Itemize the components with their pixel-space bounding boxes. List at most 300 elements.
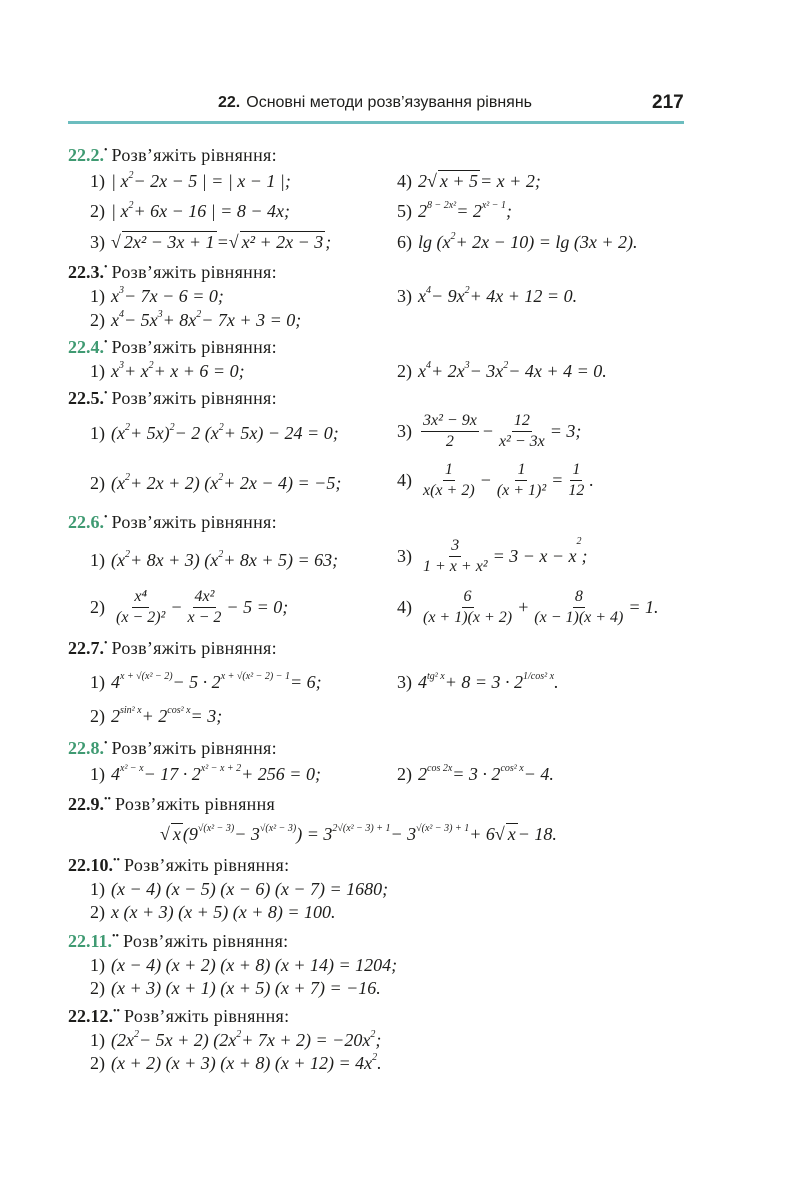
exercise-item: [90, 310, 301, 332]
eq-text: − 7x − 6 = 0;: [124, 286, 224, 306]
exponent: 2: [218, 472, 224, 483]
eq-text: −: [170, 597, 183, 618]
item-number: 2): [397, 361, 412, 381]
equation: [111, 361, 245, 383]
item-number: 2): [90, 978, 105, 998]
fraction: [532, 588, 625, 628]
eq-text: (2x: [111, 1030, 134, 1050]
exercise-item: [90, 473, 341, 495]
difficulty-mark: •: [104, 145, 108, 156]
eq-text: + 2x − 10) = lg (3x + 2).: [455, 232, 638, 252]
eq-text: − 5x: [124, 310, 158, 330]
equation: [111, 232, 331, 254]
exercise-number: 22.6.: [68, 512, 104, 532]
eq-text: + 256 = 0;: [241, 764, 321, 784]
exercise-instruction: Розв’яжіть рівняння:: [124, 1006, 290, 1026]
equation: [418, 588, 659, 628]
radicand: 2x² − 3x + 1: [123, 232, 215, 252]
equation: [160, 824, 557, 846]
denominator: (x − 1)(x + 4): [534, 609, 624, 627]
numerator: 6: [462, 588, 474, 608]
exercise-instruction: Розв’яжіть рівняння:: [111, 337, 277, 357]
exponent: √(x² − 3): [197, 823, 235, 834]
eq-text: = 3;: [190, 706, 223, 726]
exercise-instruction: Розв’яжіть рівняння:: [124, 855, 290, 875]
exponent: 2: [218, 422, 224, 433]
exercise-item: [90, 879, 388, 901]
exercise-item: [160, 824, 557, 846]
equation: [111, 171, 291, 193]
eq-text: x: [111, 286, 119, 306]
exponent: 3: [464, 360, 470, 371]
exponent: 2√(x² − 3) + 1: [332, 823, 391, 834]
item-number: 1): [90, 955, 105, 975]
exercise-item: [90, 902, 336, 924]
exponent: x² − 1: [481, 200, 507, 211]
fraction: [421, 537, 490, 577]
difficulty-mark: •: [104, 638, 108, 649]
denominator: 12: [568, 482, 585, 500]
exercise-item: [90, 423, 339, 445]
equation: [418, 412, 581, 452]
equation: [111, 902, 336, 924]
sqrt-sign: √: [160, 824, 170, 844]
item-number: 2): [397, 764, 412, 784]
eq-text: 4: [111, 764, 120, 784]
exercise-item: [90, 286, 224, 308]
equation: [418, 286, 577, 308]
eq-text: − 5x + 2) (2x: [138, 1030, 237, 1050]
exercise-number: 22.3.: [68, 262, 104, 282]
equation: [111, 879, 388, 901]
eq-text: − 5 = 0;: [226, 597, 289, 618]
equation: [111, 1030, 381, 1052]
exercise-item: [397, 588, 659, 628]
sqrt-sign: √: [427, 171, 437, 191]
exponent: 3: [157, 309, 163, 320]
eq-text: = 3 · 2: [452, 764, 501, 784]
eq-text: (x − 4) (x − 5) (x − 6) (x − 7) = 1680;: [111, 879, 389, 899]
eq-text: + 5x) − 24 = 0;: [223, 423, 339, 443]
exponent: 2: [128, 200, 134, 211]
eq-text: x: [418, 361, 426, 381]
eq-text: x: [111, 361, 119, 381]
eq-text: − 7x + 3 = 0;: [201, 310, 302, 330]
exercise-item: [397, 361, 607, 383]
denominator: (x − 2)²: [116, 609, 166, 627]
item-number: 3): [397, 672, 412, 692]
fraction: [421, 588, 514, 628]
eq-text: lg (x: [418, 232, 451, 252]
eq-text: = 6;: [289, 672, 322, 692]
equation: [418, 232, 638, 254]
eq-text: − 4.: [523, 764, 554, 784]
equation: [111, 764, 321, 786]
equation: [111, 672, 322, 694]
eq-text: 2: [111, 706, 120, 726]
sqrt-sign: √: [228, 232, 239, 252]
eq-text: + 4x + 12 = 0.: [469, 286, 578, 306]
eq-text: (x + 2) (x + 3) (x + 8) (x + 12) = 4x: [111, 1053, 373, 1073]
page-number: 217: [652, 92, 684, 113]
exercise-heading: [68, 512, 277, 534]
eq-text: − 18.: [517, 824, 557, 844]
eq-text: =: [551, 470, 564, 491]
item-number: 4): [397, 597, 412, 618]
eq-text: 2: [418, 201, 427, 221]
radicand: x + 5: [439, 171, 479, 191]
exponent: 1/cos² x: [523, 671, 555, 682]
fraction: [495, 461, 548, 501]
eq-text: .: [554, 672, 559, 692]
eq-text: x (x + 3) (x + 5) (x + 8) = 100.: [111, 902, 336, 922]
exponent: 2: [124, 472, 130, 483]
exercise-item: [397, 232, 638, 254]
equation: [418, 764, 554, 786]
eq-text: ;: [325, 232, 332, 252]
section-title-text: Основні методи розв’язування рівнянь: [246, 94, 532, 111]
exercise-item: [90, 232, 331, 254]
eq-text: ) = 3: [296, 824, 333, 844]
item-number: 1): [90, 361, 105, 381]
exponent: x² − x + 2: [200, 763, 242, 774]
exponent: cos² x: [500, 763, 524, 774]
eq-text: x: [111, 310, 119, 330]
exercise-item: [397, 171, 541, 193]
eq-text: −: [479, 470, 492, 491]
equation: [111, 286, 224, 308]
denominator: x − 2: [187, 609, 222, 627]
equation: [418, 201, 512, 223]
eq-text: (x: [111, 473, 125, 493]
exercise-number: 22.4.: [68, 337, 104, 357]
exercise-number: 22.8.: [68, 738, 104, 758]
exponent: 4: [426, 285, 431, 296]
denominator: 2: [445, 433, 454, 451]
exercise-item: [397, 201, 512, 223]
exercise-item: [90, 588, 288, 628]
eq-text: | x: [111, 201, 129, 221]
equation: [111, 588, 288, 628]
numerator: 1: [515, 461, 527, 481]
item-number: 1): [90, 550, 105, 570]
header-rule: [68, 121, 684, 124]
radical: [229, 232, 326, 254]
exponent: 2: [503, 360, 509, 371]
exercise-number: 22.7.: [68, 638, 104, 658]
equation: [111, 473, 341, 495]
exercise-item: [90, 978, 381, 1000]
numerator: 3: [449, 537, 461, 557]
item-number: 5): [397, 201, 412, 221]
eq-text: − 5 · 2: [172, 672, 221, 692]
difficulty-mark: ••: [113, 855, 121, 866]
numerator: 1: [443, 461, 455, 481]
eq-text: = 1.: [628, 597, 659, 618]
item-number: 3): [90, 232, 105, 252]
equation: [418, 537, 588, 577]
exponent: x + √(x² − 2) − 1: [220, 671, 290, 682]
item-number: 1): [90, 764, 105, 784]
equation: [111, 310, 301, 332]
exercise-item: [90, 672, 322, 694]
exercise-heading: [68, 931, 288, 953]
eq-text: = 2: [456, 201, 482, 221]
equation: [418, 361, 607, 383]
item-number: 1): [90, 672, 105, 692]
radicand: x: [507, 824, 516, 844]
exercise-item: [397, 672, 559, 694]
exercise-instruction: Розв’яжіть рівняння:: [111, 512, 277, 532]
numerator: 8: [573, 588, 585, 608]
exercise-item: [90, 955, 397, 977]
section-title: [218, 94, 532, 112]
equation: [418, 672, 559, 694]
item-number: 2): [90, 902, 105, 922]
fraction: [186, 588, 224, 628]
exponent: 2: [576, 536, 582, 547]
radical: [495, 824, 518, 846]
denominator: x² − 3x: [498, 433, 545, 451]
eq-text: (x: [111, 423, 125, 443]
item-number: 1): [90, 423, 105, 443]
item-number: 1): [90, 879, 105, 899]
eq-text: + 6x − 16 | = 8 − 4x;: [133, 201, 290, 221]
numerator: x⁴: [132, 588, 149, 608]
equation: [111, 706, 222, 728]
exercise-instruction: Розв’яжіть рівняння:: [111, 388, 277, 408]
fraction: [421, 412, 479, 452]
exercise-item: [397, 412, 581, 452]
eq-text: + 7x + 2) = −20x: [241, 1030, 371, 1050]
exponent: x² − x: [120, 763, 144, 774]
item-number: 2): [90, 473, 105, 493]
eq-text: .: [589, 470, 594, 491]
difficulty-mark: ••: [104, 794, 112, 805]
eq-text: ;: [375, 1030, 382, 1050]
exercise-item: [90, 550, 338, 572]
eq-text: 4: [111, 672, 120, 692]
exponent: 2: [133, 1029, 139, 1040]
exercise-number: 22.11.: [68, 931, 113, 951]
eq-text: | x: [111, 171, 129, 191]
exercise-number: 22.5.: [68, 388, 104, 408]
item-number: 2): [90, 1053, 105, 1073]
item-number: 2): [90, 310, 105, 330]
exponent: cos 2x: [427, 763, 453, 774]
item-number: 1): [90, 1030, 105, 1050]
exercise-item: [397, 764, 554, 786]
denominator: (x + 1)²: [496, 482, 547, 500]
eq-text: .: [377, 1053, 382, 1073]
exercise-heading: [68, 337, 277, 359]
item-number: 2): [90, 597, 105, 618]
equation: [111, 550, 338, 572]
section-number: 22.: [218, 94, 241, 111]
radical: [111, 232, 217, 254]
eq-text: ;: [506, 201, 513, 221]
exponent: 2: [148, 360, 154, 371]
fraction: [566, 461, 586, 501]
eq-text: = x + 2;: [480, 171, 541, 191]
eq-text: + 6: [469, 824, 495, 844]
exponent: 2: [196, 309, 202, 320]
exponent: 2: [372, 1052, 378, 1063]
exercise-heading: [68, 638, 277, 660]
exponent: 2: [464, 285, 470, 296]
exponent: 2: [128, 170, 134, 181]
exponent: 2: [169, 422, 175, 433]
exponent: 3: [119, 285, 124, 296]
fraction: [497, 412, 547, 452]
eq-text: (x: [111, 550, 125, 570]
item-number: 2): [90, 201, 105, 221]
exponent: 2: [450, 231, 456, 242]
eq-text: 4: [418, 672, 427, 692]
exercise-instruction: Розв’яжіть рівняння:: [123, 931, 289, 951]
item-number: 6): [397, 232, 412, 252]
running-header: [0, 92, 800, 118]
exponent: 2: [124, 422, 130, 433]
equation: [111, 1053, 382, 1075]
eq-text: + 8x: [162, 310, 197, 330]
denominator: (x + 1)(x + 2): [423, 609, 513, 627]
exercise-heading: [68, 262, 277, 284]
equation: [111, 423, 339, 445]
fraction: [421, 461, 477, 501]
exponent: x + √(x² − 2): [120, 671, 173, 682]
exercise-instruction: Розв’яжіть рівняння:: [111, 262, 277, 282]
numerator: 3x² − 9x: [421, 412, 479, 432]
difficulty-mark: •: [104, 337, 108, 348]
equation: [111, 201, 290, 223]
exponent: 4: [119, 309, 124, 320]
difficulty-mark: ••: [112, 931, 120, 942]
item-number: 3): [397, 286, 412, 306]
eq-text: = 3;: [549, 421, 582, 442]
exercise-number: 22.12.: [68, 1006, 113, 1026]
eq-text: −: [481, 421, 494, 442]
item-number: 2): [90, 706, 105, 726]
sqrt-sign: √: [494, 824, 505, 844]
eq-text: − 3: [234, 824, 260, 844]
eq-text: − 3: [390, 824, 417, 844]
equation: [111, 978, 381, 1000]
exercise-number: 22.2.: [68, 145, 104, 165]
exercise-item: [90, 201, 290, 223]
exponent: sin² x: [120, 705, 142, 716]
exponent: 4: [426, 360, 431, 371]
exponent: 2: [218, 549, 224, 560]
radical: [160, 824, 183, 846]
equation: [418, 461, 594, 501]
sqrt-sign: √: [111, 232, 121, 252]
fraction: [114, 588, 167, 628]
item-number: 4): [397, 470, 412, 491]
eq-text: − 4x + 4 = 0.: [508, 361, 607, 381]
radical: [427, 171, 480, 193]
eq-text: + 2x: [431, 361, 465, 381]
exercise-heading: [68, 1006, 289, 1028]
exercise-item: [90, 171, 291, 193]
eq-text: = 3 − x − x: [492, 546, 577, 567]
eq-text: + x + 6 = 0;: [153, 361, 245, 381]
item-number: 4): [397, 171, 412, 191]
exercise-number: 22.10.: [68, 855, 113, 875]
exercise-instruction: Розв’яжіть рівняння:: [111, 145, 277, 165]
exercise-instruction: Розв’яжіть рівняння: [115, 794, 276, 814]
item-number: 3): [397, 421, 412, 442]
eq-text: − 2 (x: [174, 423, 219, 443]
item-number: 3): [397, 546, 412, 567]
denominator: x(x + 2): [423, 482, 475, 500]
eq-text: − 2x − 5 | = | x − 1 |;: [133, 171, 291, 191]
eq-text: x: [418, 286, 426, 306]
exponent: 2: [370, 1029, 376, 1040]
exponent: tg² x: [427, 671, 445, 682]
exercise-item: [397, 537, 588, 577]
item-number: 1): [90, 286, 105, 306]
numerator: 12: [512, 412, 532, 432]
eq-text: ;: [581, 546, 588, 567]
eq-text: + 5x): [129, 423, 170, 443]
exercise-number: 22.9.: [68, 794, 104, 814]
eq-text: + 8x + 3) (x: [129, 550, 219, 570]
exercise-heading: [68, 145, 277, 167]
exponent: 2: [124, 549, 130, 560]
eq-text: − 3x: [469, 361, 504, 381]
difficulty-mark: •: [104, 262, 108, 273]
exercise-item: [90, 1030, 381, 1052]
eq-text: 2: [418, 171, 427, 191]
exercise-heading: [68, 738, 277, 760]
difficulty-mark: •: [104, 738, 108, 749]
difficulty-mark: ••: [113, 1006, 121, 1017]
eq-text: + 8 = 3 · 2: [444, 672, 524, 692]
exercise-item: [90, 361, 245, 383]
eq-text: +: [517, 597, 530, 618]
eq-text: (x + 3) (x + 1) (x + 5) (x + 7) = −16.: [111, 978, 381, 998]
exponent: 3: [119, 360, 124, 371]
exercise-item: [90, 764, 321, 786]
radicand: x² + 2x − 3: [241, 232, 324, 252]
eq-text: 2: [418, 764, 427, 784]
eq-text: (x − 4) (x + 2) (x + 8) (x + 14) = 1204;: [111, 955, 398, 975]
exercise-item: [90, 1053, 382, 1075]
exponent: √(x² − 3): [259, 823, 297, 834]
difficulty-mark: •: [104, 388, 108, 399]
difficulty-mark: •: [104, 512, 108, 523]
eq-text: + x: [124, 361, 149, 381]
eq-text: − 9x: [431, 286, 465, 306]
eq-text: + 2x + 2) (x: [129, 473, 219, 493]
exercise-heading: [68, 855, 289, 877]
eq-text: (9: [182, 824, 198, 844]
exercise-heading: [68, 388, 277, 410]
equation: [418, 171, 541, 193]
exponent: 2: [236, 1029, 242, 1040]
exercise-instruction: Розв’яжіть рівняння:: [111, 638, 277, 658]
exercise-item: [397, 461, 594, 501]
eq-text: − 17 · 2: [143, 764, 201, 784]
exponent: 8 − 2x²: [427, 200, 457, 211]
numerator: 4x²: [193, 588, 217, 608]
eq-text: + 2: [141, 706, 168, 726]
eq-text: + 8x + 5) = 63;: [223, 550, 339, 570]
exercise-item: [90, 706, 222, 728]
equation: [111, 955, 397, 977]
exercise-instruction: Розв’яжіть рівняння:: [111, 738, 277, 758]
